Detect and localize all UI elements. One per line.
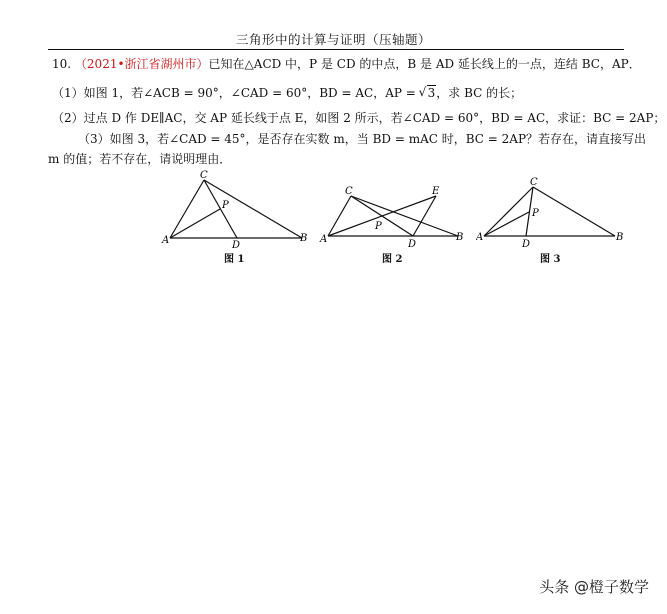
fig2-label-e: E [432,186,440,197]
fig1-segment-cd [204,180,237,238]
page-header-title: 三角形中的计算与证明（压轴题） [235,32,431,47]
part1-line [52,84,522,101]
fig3-segment-ac [484,187,533,236]
part2-line: （2）过点 D 作 DE∥AC，交 AP 延长线于点 E，如图 2 所示，若∠CAD = 60°，BD = AC，求证：BC = 2AP； [52,111,666,125]
watermark-text: 头条 @橙子数学 [539,578,649,596]
watermark [539,576,649,597]
fig3-segment-cb [533,187,615,236]
problem-intro-line [52,55,641,72]
figure-1-diagram [160,168,310,248]
figure-3-diagram [476,174,626,250]
part1-text: （1）如图 1，若∠ACB = 90°，∠CAD = 60°，BD = AC，AP = [52,86,420,100]
fig3-label-p: P [532,208,539,219]
fig2-label-a: A [320,234,328,245]
problem-source: （2021•浙江省湖州市） [74,57,209,71]
fig2-label-b: B [456,232,464,243]
part3-line-2: m 的值；若不存在，请说明理由． [48,152,232,166]
figure-2-caption: 图 2 [382,254,403,265]
fig2-label-p: P [375,221,382,232]
fig3-segment-ap [484,212,529,236]
problem-number: 10. [52,57,72,71]
fig3-label-a: A [476,232,484,243]
figure-2-diagram [318,180,468,250]
fig1-segment-ap [170,209,220,238]
fig2-label-d: D [408,239,417,250]
fig1-label-a: A [162,235,170,246]
fig3-label-b: B [616,232,624,243]
fig2-segment-ae [328,196,436,236]
figure-1-caption: 图 1 [224,254,245,265]
fig1-label-b: B [300,233,308,244]
fig2-segment-de [413,196,436,236]
fig2-segment-ac [328,196,351,236]
part3-line-1: （3）如图 3，若∠CAD = 45°，是否存在实数 m，当 BD = mAC 时，BC = 2AP？若存在，请直接写出 [78,132,647,146]
fig2-label-c: C [345,186,353,197]
fig1-label-p: P [222,200,229,211]
fig3-label-d: D [522,239,531,250]
sqrt-radicand: 3 [427,86,436,100]
fig1-segment-ac [170,180,204,238]
fig3-label-c: C [530,177,538,188]
sqrt-symbol [420,86,437,100]
problem-intro: 已知在△ACD 中，P 是 CD 的中点，B 是 AD 延长线上的一点，连结 BC，AP． [208,57,641,71]
fig1-label-d: D [232,240,241,248]
fig1-segment-cb [204,180,302,238]
header-divider [48,49,624,50]
part1-tail: ，求 BC 的长； [436,86,523,100]
fig1-label-c: C [200,170,208,181]
figure-3-caption: 图 3 [540,254,561,265]
